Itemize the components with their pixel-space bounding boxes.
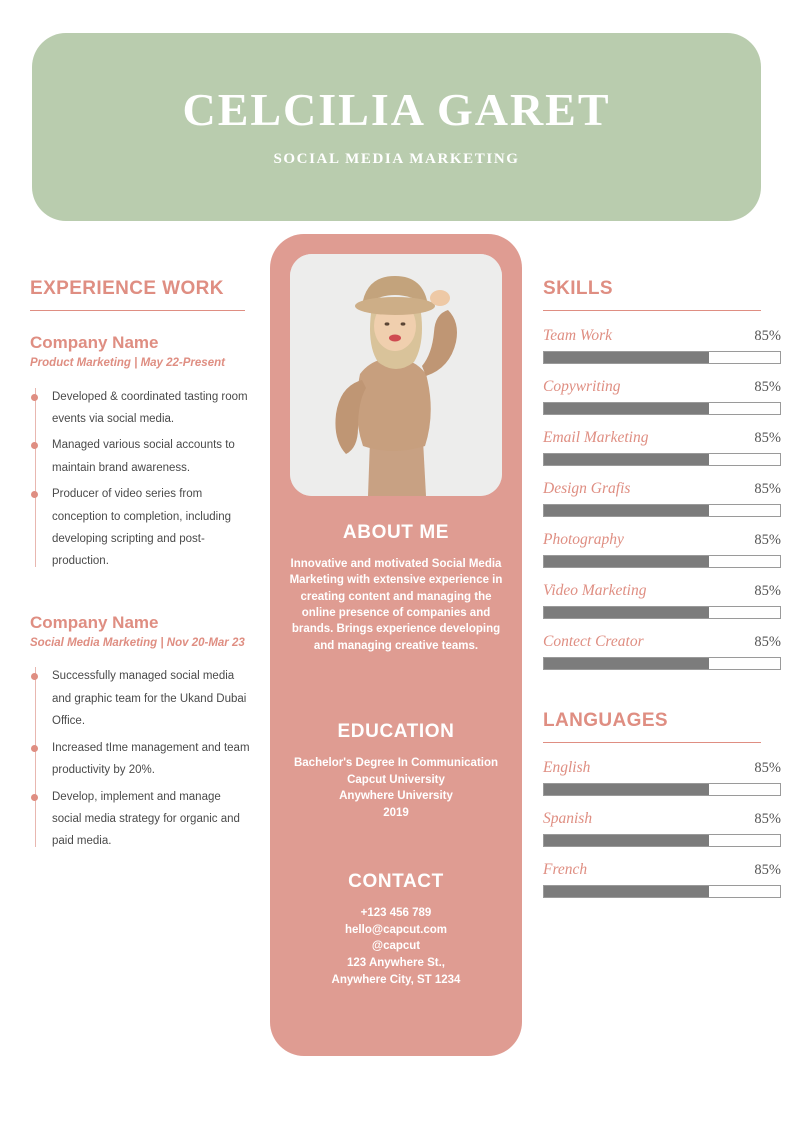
list-item: Producer of video series from conception to completion, including developing scripting and post-production.	[52, 483, 252, 573]
skill-label: Team Work	[543, 327, 613, 344]
skills-section-title: SKILLS	[543, 278, 613, 299]
list-item: Develop, implement and manage social media strategy for organic and paid media.	[52, 786, 252, 853]
skill-bar	[543, 555, 781, 568]
header-band	[32, 33, 761, 221]
language-label: Spanish	[543, 810, 593, 827]
education-line: Bachelor's Degree In Communication	[293, 757, 499, 769]
language-item	[543, 861, 781, 898]
header-subtitle: SOCIAL MEDIA MARKETING	[273, 150, 520, 167]
about-section	[270, 522, 522, 654]
experience-item	[30, 613, 252, 853]
language-label: French	[543, 861, 588, 878]
skill-label: Copywriting	[543, 378, 621, 395]
list-item: Successfully managed social media and graphic team for the Ukand Dubai Office.	[52, 665, 252, 732]
skill-item	[543, 327, 781, 364]
job-meta: Product Marketing | May 22-Present	[30, 357, 225, 369]
list-item: Increased tIme management and team productivity by 20%.	[52, 737, 252, 782]
skill-percent: 85%	[754, 379, 781, 395]
company-name: Company Name	[30, 612, 159, 632]
education-line: 2019	[383, 807, 409, 820]
skill-bar	[543, 504, 781, 517]
language-bar	[543, 885, 781, 898]
skill-percent: 85%	[754, 430, 781, 446]
languages-section-title: LANGUAGES	[543, 710, 668, 731]
skill-bar	[543, 657, 781, 670]
experience-section-title: EXPERIENCE WORK	[30, 278, 224, 299]
job-bullets	[30, 386, 252, 573]
skills-column	[543, 278, 781, 912]
skill-bar	[543, 351, 781, 364]
skill-item	[543, 531, 781, 568]
job-bullets	[30, 665, 252, 852]
contact-address-line-2: Anywhere City, ST 1234	[331, 973, 461, 986]
experience-item	[30, 333, 252, 573]
skill-item	[543, 378, 781, 415]
contact-title: CONTACT	[348, 871, 444, 892]
skill-item	[543, 633, 781, 670]
skills-divider	[543, 310, 761, 311]
language-percent: 85%	[754, 811, 781, 827]
contact-handle[interactable]: @capcut	[371, 940, 421, 953]
language-item	[543, 759, 781, 796]
skill-item	[543, 429, 781, 466]
list-item: Developed & coordinated tasting room events via social media.	[52, 386, 252, 431]
portrait-illustration	[290, 254, 502, 496]
education-section	[270, 721, 522, 822]
language-item	[543, 810, 781, 847]
skill-label: Email Marketing	[543, 429, 649, 446]
skill-percent: 85%	[754, 634, 781, 650]
language-label: English	[543, 759, 591, 776]
page-title: CELCILIA GARET	[182, 83, 611, 135]
skill-percent: 85%	[754, 583, 781, 599]
skill-item	[543, 480, 781, 517]
skill-percent: 85%	[754, 532, 781, 548]
avatar	[290, 254, 502, 496]
education-title: EDUCATION	[337, 721, 455, 742]
experience-divider	[30, 310, 245, 311]
language-bar	[543, 834, 781, 847]
skill-label: Video Marketing	[543, 582, 647, 599]
profile-panel	[270, 234, 522, 1056]
contact-email[interactable]: hello@capcut.com	[345, 923, 447, 936]
skill-percent: 85%	[754, 481, 781, 497]
about-title: ABOUT ME	[342, 522, 450, 543]
skill-label: Contect Creator	[543, 633, 644, 650]
contact-phone[interactable]: +123 456 789	[360, 907, 432, 919]
skill-bar	[543, 606, 781, 619]
education-line: Capcut University	[347, 773, 445, 786]
about-text: Innovative and motivated Social Media Marketing with extensive experience in creating content and managing the online presence of companies and brands. Brings experience developing and managing creative teams.	[289, 558, 503, 652]
company-name: Company Name	[30, 333, 159, 352]
skill-percent: 85%	[754, 328, 781, 344]
skill-item	[543, 582, 781, 619]
languages-divider	[543, 742, 761, 743]
language-percent: 85%	[754, 760, 781, 776]
language-bar	[543, 783, 781, 796]
skill-label: Photography	[543, 531, 624, 548]
experience-column	[30, 278, 252, 861]
contact-section	[270, 871, 522, 988]
language-percent: 85%	[754, 862, 781, 878]
skill-label: Design Grafis	[543, 480, 631, 497]
skill-bar	[543, 402, 781, 415]
skill-bar	[543, 453, 781, 466]
list-item: Managed various social accounts to maintain brand awareness.	[52, 434, 252, 479]
contact-address-line-1: 123 Anywhere St.,	[346, 957, 445, 970]
education-line: Anywhere University	[339, 790, 453, 803]
job-meta: Social Media Marketing | Nov 20-Mar 23	[30, 636, 245, 649]
